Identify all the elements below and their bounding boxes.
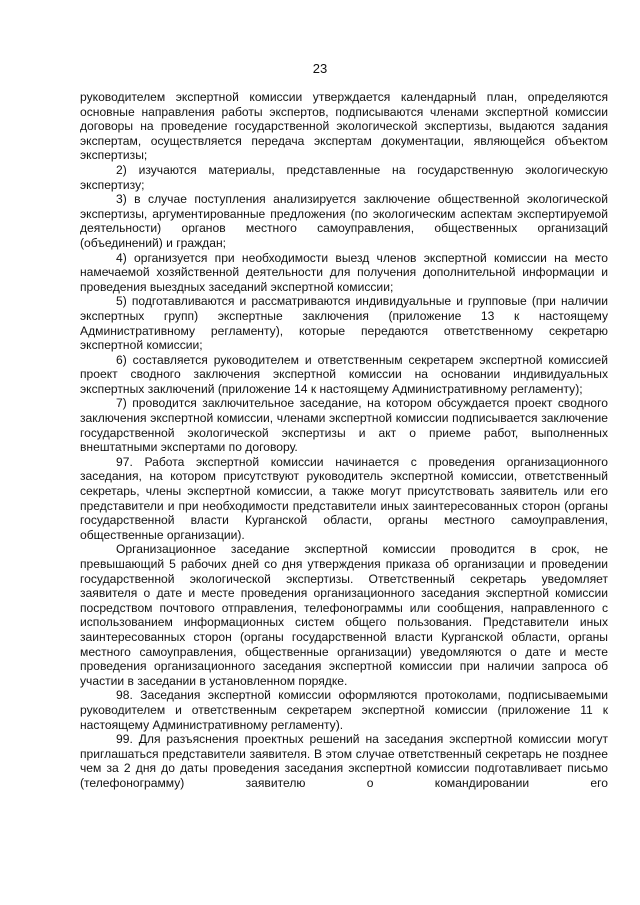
list-item-7: 7) проводится заключительное заседание, на котором обсуждается проект сводного заключения экспертной комиссии, членами экспертной комиссии подписывается заключение государственной экологической экспертизы и акт о приеме работ, выполненных внештатными экспертами по договору. <box>80 396 608 455</box>
paragraph-continuation: руководителем экспертной комиссии утверждается календарный план, определяются основные направления работы экспертов, подписываются членами экспертной комиссии договоры на проведение государственной экологической экспертизы, выдаются задания экспертам, осуществляется передача экспертам документации, являющейся объектом экспертизы; <box>80 90 608 163</box>
page-number: 23 <box>312 61 328 76</box>
clause-99: 99. Для разъяснения проектных решений на заседания экспертной комиссии могут приглашаться представители заявителя. В этом случае ответственный секретарь не позднее чем за 2 дня до даты проведения заседания экспертной комиссии подготавливает письмо (телефонограмму) заявителю о командировании его <box>80 732 608 790</box>
list-item-6: 6) составляется руководителем и ответственным секретарем экспертной комиссией проект сводного заключения экспертной комиссии на основании индивидуальных экспертных заключений (приложение 14 к настоящему Административному регламенту); <box>80 352 608 396</box>
list-item-5: 5) подготавливаются и рассматриваются индивидуальные и групповые (при наличии экспертных групп) экспертные заключения (приложение 13 к настоящему Административному регламенту), которые передаются ответственному секретарю экспертной комиссии; <box>80 294 608 353</box>
list-item-4: 4) организуется при необходимости выезд членов экспертной комиссии на место намечаемой хозяйственной деятельности для получения дополнительной информации и проведения выездных заседаний экспертной комиссии; <box>80 250 608 294</box>
clause-97-paragraph-2: Организационное заседание экспертной комиссии проводится в срок, не превышающий 5 рабочих дней со дня утверждения приказа об организации и проведении государственной экологической экспертизы. Ответственный секретарь уведомляет заявителя о дате и месте проведения организационного заседания экспертной комиссии посредством почтового отправления, телефонограммы или сообщения, направленного с использованием информационных систем общего пользования. Представители иных заинтересованных сторон (органы государственной власти Курганской области, органы местного самоуправления, общественные организации) уведомляются о дате и месте проведения организационного заседания экспертной комиссии при наличии запроса об участии в заседании в установленном порядке. <box>80 542 608 688</box>
clause-97: 97. Работа экспертной комиссии начинается с проведения организационного заседания, на котором присутствуют руководитель экспертной комиссии, ответственный секретарь, члены экспертной комиссии, а также могут присутствовать заявитель или его представители и при необходимости представители иных заинтересованных сторон (органы государственной власти Курганской области, органы местного самоуправления, общественные организации). <box>80 454 608 542</box>
list-item-2: 2) изучаются материалы, представленные на государственную экологическую экспертизу; <box>80 162 608 192</box>
list-item-3: 3) в случае поступления анализируется заключение общественной экологической экспертизы, аргументированные предложения (по экологическим аспектам экспертируемой деятельности) органов местного самоуправления, общественных организаций (объединений) и граждан; <box>80 192 608 250</box>
clause-98: 98. Заседания экспертной комиссии оформляются протоколами, подписываемыми руководителем и ответственным секретарем экспертной комиссии (приложение 11 к настоящему Административному регламенту). <box>80 688 608 732</box>
document-body <box>80 90 608 791</box>
